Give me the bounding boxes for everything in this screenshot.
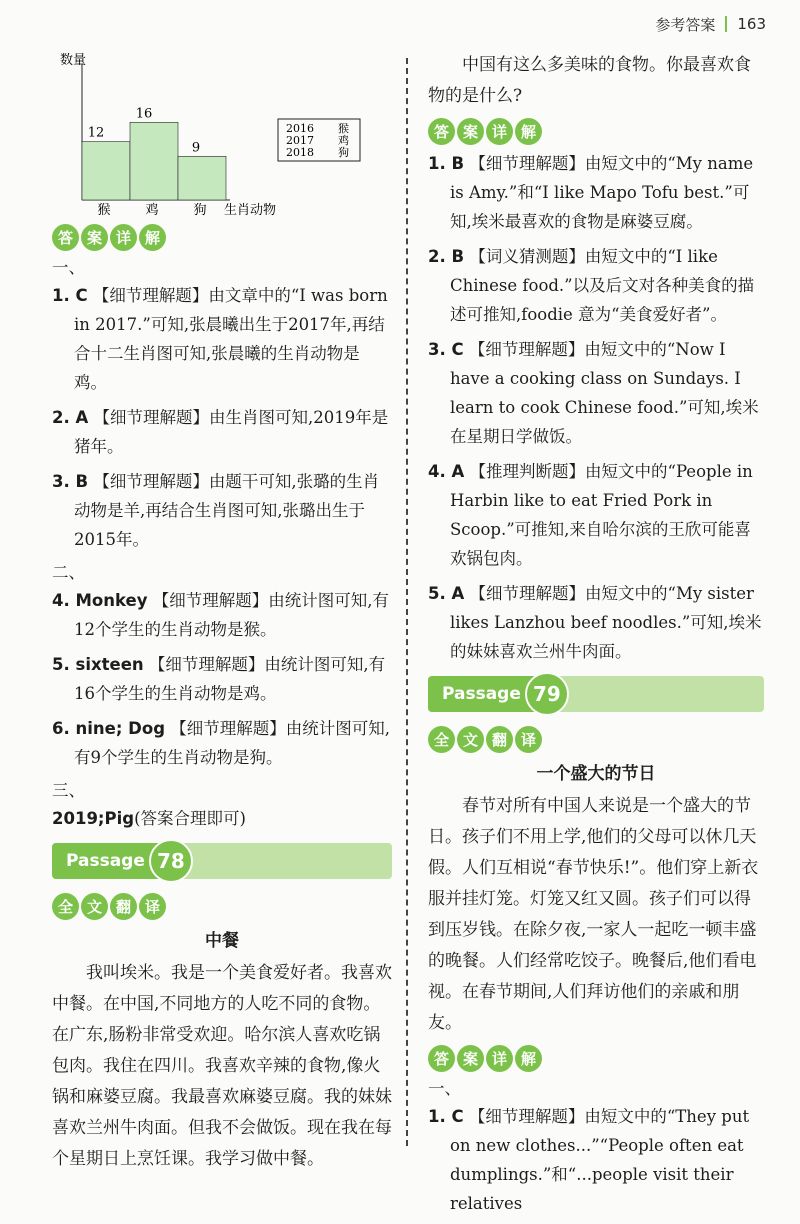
answer-item (428, 1102, 764, 1218)
answer-note: (答案合理即可) (134, 809, 246, 828)
bar-value-label: 12 (87, 125, 105, 141)
answer-explanation: 【细节理解题】由生肖图可知,2019年是猪年。 (74, 408, 389, 456)
answer-explanation: 【细节理解题】由短文中的“Now I have a cooking class on Sundays. I learn to cook Chinese food.”可知,埃米在星期日学做饭。 (450, 340, 759, 446)
badge-char: 详 (486, 118, 513, 145)
section-three: 三、 (52, 781, 85, 800)
column-divider (406, 58, 408, 1146)
answer-explanation: 【细节理解题】由文章中的“I was born in 2017.”可知,张晨曦出生于2017年,再结合十二生肖图可知,张晨曦的生肖动物是鸡。 (74, 286, 388, 392)
category-tick-label: 猴 (97, 203, 111, 218)
answer-key: 5. sixteen (52, 655, 144, 674)
answer-details-badge (428, 118, 542, 145)
badge-char: 案 (457, 1045, 484, 1072)
answer-key: 6. nine; Dog (52, 719, 166, 738)
badge-char: 案 (81, 224, 108, 251)
badge-char: 全 (52, 893, 79, 920)
badge-char: 详 (110, 224, 137, 251)
legend-year: 2017 (286, 134, 314, 147)
badge-char: 译 (139, 893, 166, 920)
answer-item (52, 403, 392, 461)
x-axis-label: 生肖动物 (224, 203, 277, 218)
passage-79-header (428, 676, 764, 712)
answer-item (428, 149, 764, 236)
answer-key: 5. A (428, 584, 465, 603)
passage-78-header (52, 843, 392, 879)
translation-badge (428, 726, 542, 753)
answer-key: 2. B (428, 247, 465, 266)
section-title: 参考答案 (655, 15, 716, 34)
bar-2 (130, 122, 178, 200)
section-two: 二、 (52, 563, 85, 582)
badge-char: 文 (457, 726, 484, 753)
zodiac-bar-chart (52, 52, 392, 218)
bar-3 (178, 156, 226, 200)
badge-char: 解 (139, 224, 166, 251)
badge-char: 案 (457, 118, 484, 145)
answer-explanation: 【推理判断题】由短文中的“People in Harbin like to eat Fried Pork in Scoop.”可推知,来自哈尔滨的王欣可能喜欢锅包肉。 (450, 462, 753, 568)
answer-details-badge (428, 1045, 542, 1072)
legend-animal: 狗 (338, 146, 349, 159)
translation-badge (52, 893, 166, 920)
chart-canvas (52, 52, 392, 218)
answer-item (52, 650, 392, 708)
answer-item (428, 335, 764, 451)
page-number: 163 (737, 15, 766, 33)
badge-char: 翻 (486, 726, 513, 753)
y-axis-label: 数量 (60, 53, 87, 68)
badge-char: 解 (515, 1045, 542, 1072)
passage-continuation: 中国有这么多美味的食物。你最喜欢食物的是什么? (428, 55, 751, 106)
bar-value-label: 9 (191, 140, 201, 156)
passage-body: 春节对所有中国人来说是一个盛大的节日。孩子们不用上学,他们的父母可以休几天假。人们互相说“春节快乐!”。他们穿上新衣服并挂灯笼。灯笼又红又圆。孩子们可以得到压岁钱。在除夕夜,一家人一起吃一顿丰盛的晚餐。人们经常吃饺子。晚餐后,他们看电视。在春节期间,人们拜访他们的亲戚和朋友。 (428, 796, 759, 1033)
answer-item (428, 457, 764, 573)
answer-explanation: 【细节理解题】由题干可知,张璐的生肖动物是羊,再结合生肖图可知,张璐出生于2015年。 (74, 472, 380, 549)
page-header (655, 8, 766, 40)
answer-explanation: 【细节理解题】由统计图可知,有12个学生的生肖动物是猴。 (74, 591, 389, 639)
answer-key: 3. C (428, 340, 464, 359)
left-column (52, 52, 392, 1175)
answer-key: 2019;Pig (52, 809, 135, 828)
badge-char: 全 (428, 726, 455, 753)
passage-title: 一个盛大的节日 (536, 764, 656, 784)
badge-char: 答 (52, 224, 79, 251)
badge-char: 详 (486, 1045, 513, 1072)
answer-item (428, 579, 764, 666)
category-tick-label: 鸡 (145, 203, 159, 218)
answer-key: 1. B (428, 154, 465, 173)
answer-key: 1. C (52, 286, 88, 305)
badge-char: 翻 (110, 893, 137, 920)
answer-explanation: 【细节理解题】由统计图可知,有9个学生的生肖动物是狗。 (74, 719, 391, 767)
section-one: 一、 (428, 1079, 461, 1098)
badge-char: 译 (515, 726, 542, 753)
answer-key: 4. A (428, 462, 465, 481)
answer-explanation: 【细节理解题】由短文中的“My name is Amy.”和“I like Mapo Tofu best.”可知,埃米最喜欢的食物是麻婆豆腐。 (450, 154, 754, 231)
section-one: 一、 (52, 258, 85, 277)
answer-key: 1. C (428, 1107, 464, 1126)
answer-item (52, 467, 392, 554)
legend-year: 2018 (286, 146, 314, 159)
passage-title: 中餐 (205, 931, 239, 951)
answer-details-badge (52, 224, 166, 251)
chart-legend (278, 119, 360, 161)
answer-item (428, 242, 764, 329)
answer-explanation: 【细节理解题】由统计图可知,有16个学生的生肖动物是鸡。 (74, 655, 386, 703)
header-separator (725, 16, 727, 32)
passage-body: 我叫埃米。我是一个美食爱好者。我喜欢中餐。在中国,不同地方的人吃不同的食物。在广东,肠粉非常受欢迎。哈尔滨人喜欢吃锅包肉。我住在四川。我喜欢辛辣的食物,像火锅和麻婆豆腐。我最喜欢麻婆豆腐。我的妹妹喜欢兰州牛肉面。但我不会做饭。现在我在每个星期日上烹饪课。我学习做中餐。 (52, 963, 392, 1169)
answer-item (52, 281, 392, 397)
bar-value-label: 16 (135, 106, 153, 122)
answer-explanation: 【细节理解题】由短文中的“My sister likes Lanzhou beef noodles.”可知,埃米的妹妹喜欢兰州牛肉面。 (450, 584, 762, 661)
answer-key: 4. Monkey (52, 591, 148, 610)
passage-label: Passage (428, 676, 535, 712)
answer-item (52, 586, 392, 644)
answer-item (52, 714, 392, 772)
badge-char: 答 (428, 1045, 455, 1072)
badge-char: 文 (81, 893, 108, 920)
answer-explanation: 【细节理解题】由短文中的“They put on new clothes...”“People often eat dumplings.”和“...people visit their relatives (450, 1107, 750, 1213)
legend-animal: 鸡 (338, 134, 349, 147)
answer-key: 2. A (52, 408, 89, 427)
legend-animal: 猴 (338, 122, 349, 135)
passage-label: Passage (52, 843, 159, 879)
category-tick-label: 狗 (193, 203, 207, 218)
answer-item (52, 804, 392, 833)
legend-year: 2016 (286, 122, 314, 135)
answer-key: 3. B (52, 472, 89, 491)
passage-number: 78 (149, 839, 193, 883)
badge-char: 答 (428, 118, 455, 145)
right-column (428, 50, 764, 1224)
passage-number: 79 (525, 672, 569, 716)
bar-1 (82, 142, 130, 200)
answer-explanation: 【词义猜测题】由短文中的“I like Chinese food.”以及后文对各种美食的描述可推知,foodie 意为“美食爱好者”。 (450, 247, 755, 324)
badge-char: 解 (515, 118, 542, 145)
